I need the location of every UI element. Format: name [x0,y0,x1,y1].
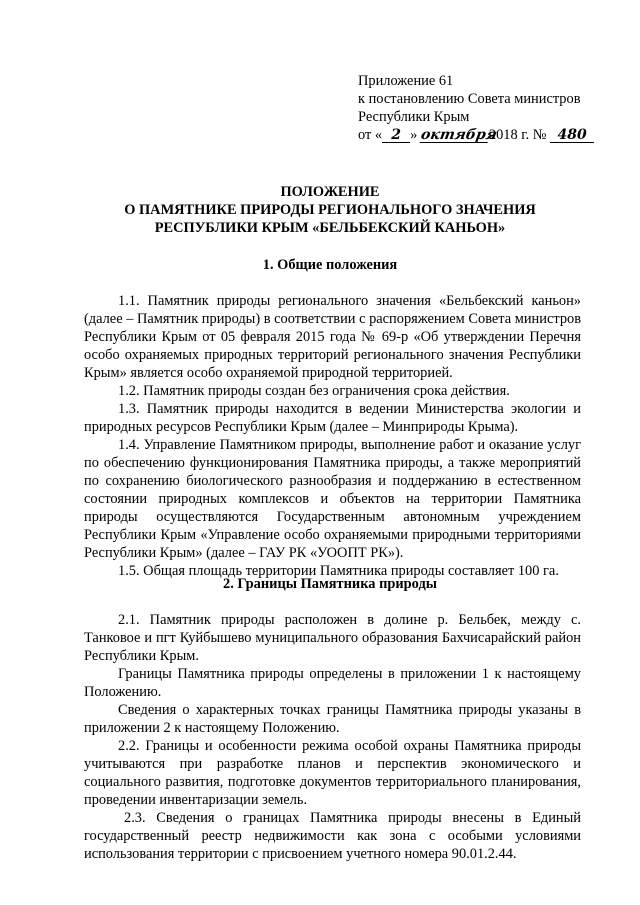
date-year: 2018 г. № [488,127,547,143]
appendix-republic: Республики Крым [358,109,470,125]
section-2-body [84,611,581,863]
paragraph-1-1: 1.1. Памятник природы регионального значения «Бельбекский каньон» (далее – Памятник природы) в соответствии с распоряжением Совета министров Республики Крым от 05 февраля 2015 года № 69-р «Об утверждении Перечня особо охраняемых природных территорий регионального значения Республики Крым» является особо охраняемой природной территорией. [84,293,581,381]
appendix-block [358,72,628,144]
handwritten-month: октября [419,127,499,143]
section-1-heading: 1. Общие положения [262,257,398,273]
date-mid: » [410,127,418,143]
document-title [60,183,600,237]
section-2-heading: 2. Границы Памятника природы [223,576,437,592]
appendix-resolution: к постановлению Совета министров [358,91,581,107]
date-prefix: от « [358,127,383,143]
title-line-1: ПОЛОЖЕНИЕ [280,184,380,200]
appendix-date-line [358,126,628,144]
appendix-title: Приложение 61 [358,73,454,89]
title-line-2: О ПАМЯТНИКЕ ПРИРОДЫ РЕГИОНАЛЬНОГО ЗНАЧЕНИЯ [124,202,536,218]
paragraph-2-3: 2.3. Сведения о границах Памятника природы внесены в Единый государственный реестр недвижимости как зона с особыми условиями использования территории с присвоением учетного номера 90.01.2.44. [84,810,581,862]
paragraph-2-1-boundaries: Границы Памятника природы определены в приложении 1 к настоящему Положению. [84,666,581,700]
handwritten-day: 2 [382,128,410,143]
paragraph-1-4: 1.4. Управление Памятником природы, выполнение работ и оказание услуг по обеспечению функционирования Памятника природы, а также мероприятий по сохранению биологического разнообразия и поддержанию в естественном состоянии природных комплексов и объектов на территории Памятника природы осуществляются Государственным автономным учреждением Республики Крым «Управление особо охраняемыми природными территориями Республики Крым» (далее – ГАУ РК «УООПТ РК»). [84,437,581,561]
paragraph-2-1-points: Сведения о характерных точках границы Памятника природы указаны в приложении 2 к настоящему Положению. [84,702,581,736]
section-1-body [84,292,581,580]
paragraph-1-2: 1.2. Памятник природы создан без ограничения срока действия. [118,383,510,399]
paragraph-1-5: 1.5. Общая площадь территории Памятника природы составляет 100 га. [118,563,559,579]
handwritten-doc-number: 480 [550,128,594,143]
paragraph-2-1: 2.1. Памятник природы расположен в долине р. Бельбек, между с. Танковое и пгт Куйбышево муниципального образования Бахчисарайский район Республики Крым. [84,612,581,664]
title-line-3: РЕСПУБЛИКИ КРЫМ «БЕЛЬБЕКСКИЙ КАНЬОН» [154,220,506,236]
paragraph-1-3: 1.3. Памятник природы находится в ведении Министерства экологии и природных ресурсов Республики Крым (далее – Минприроды Крыма). [84,401,581,435]
paragraph-2-2: 2.2. Границы и особенности режима особой охраны Памятника природы учитываются при разработке планов и перспектив экономического и социального развития, подготовке документов территориального планирования, проведении инвентаризации земель. [84,738,581,808]
